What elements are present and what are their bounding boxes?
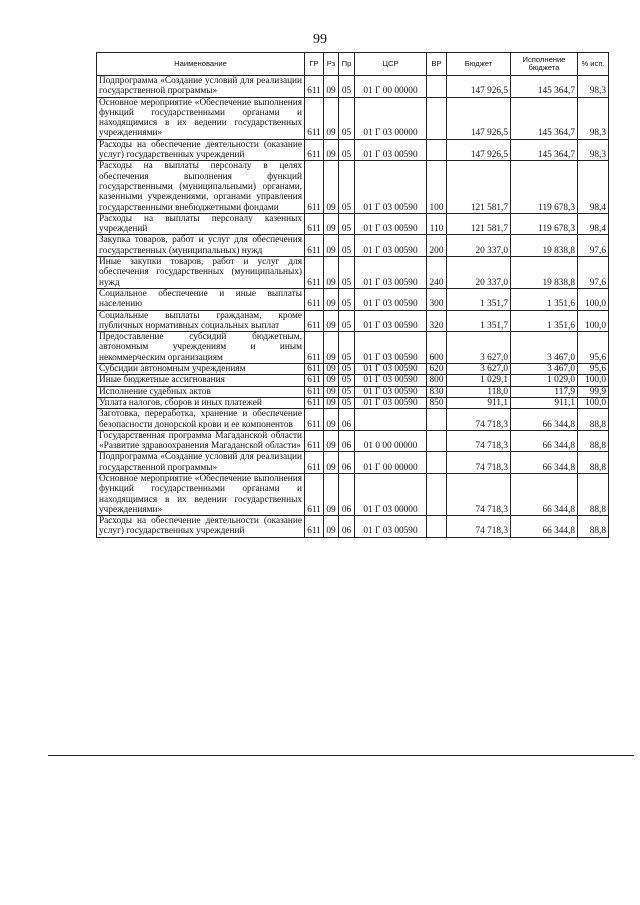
table-row — [97, 332, 609, 364]
row-budget: 118,0 — [447, 386, 511, 397]
row-csr: 01 Г 03 00000 — [355, 473, 427, 515]
row-name: Расходы на выплаты персоналу в целях обеспечения выполнения функций государственными (муниципальными) органами, казенными учреждениями, органами управления государственными внебюджетными фондами — [97, 161, 305, 213]
row-pr: 06 — [339, 516, 355, 538]
row-gr: 611 — [305, 76, 324, 98]
row-budget: 121 581,7 — [447, 161, 511, 213]
row-percent: 98,3 — [578, 139, 609, 161]
row-name: Исполнение судебных актов — [97, 386, 305, 397]
row-csr: 01 Г 03 00590 — [355, 516, 427, 538]
row-execution: 1 029,0 — [511, 375, 578, 386]
table-row — [97, 375, 609, 386]
row-execution: 119 678,3 — [511, 213, 578, 235]
row-csr: 01 Г 03 00590 — [355, 288, 427, 310]
row-execution: 145 364,7 — [511, 76, 578, 98]
table-row — [97, 473, 609, 515]
row-execution: 19 838,8 — [511, 235, 578, 257]
row-budget: 1 351,7 — [447, 288, 511, 310]
row-vr: 200 — [427, 235, 447, 257]
row-budget: 121 581,7 — [447, 213, 511, 235]
row-rz: 09 — [324, 430, 339, 452]
row-budget: 74 718,3 — [447, 516, 511, 538]
row-percent: 88,8 — [578, 452, 609, 474]
table-row — [97, 430, 609, 452]
table-row — [97, 235, 609, 257]
row-rz: 09 — [324, 97, 339, 139]
row-execution: 19 838,8 — [511, 257, 578, 289]
row-rz: 09 — [324, 397, 339, 408]
table-row — [97, 516, 609, 538]
row-csr: 01 Г 03 00590 — [355, 161, 427, 213]
row-execution: 145 364,7 — [511, 97, 578, 139]
row-execution: 66 344,8 — [511, 452, 578, 474]
row-percent: 100,0 — [578, 375, 609, 386]
header-name: Наименование — [97, 53, 305, 76]
row-vr — [427, 97, 447, 139]
row-name: Подпрограмма «Создание условий для реализации государственной программы» — [97, 452, 305, 474]
row-vr: 830 — [427, 386, 447, 397]
row-vr — [427, 139, 447, 161]
row-pr: 05 — [339, 332, 355, 364]
row-budget: 147 926,5 — [447, 139, 511, 161]
row-vr: 320 — [427, 310, 447, 332]
row-pr: 06 — [339, 409, 355, 431]
row-vr — [427, 430, 447, 452]
row-csr: 01 Г 03 00590 — [355, 364, 427, 375]
row-budget: 3 627,0 — [447, 364, 511, 375]
row-gr: 611 — [305, 332, 324, 364]
row-rz: 09 — [324, 364, 339, 375]
row-rz: 09 — [324, 375, 339, 386]
row-rz: 09 — [324, 76, 339, 98]
row-percent: 88,8 — [578, 409, 609, 431]
row-csr: 01 Г 03 00000 — [355, 97, 427, 139]
row-csr: 01 Г 00 00000 — [355, 452, 427, 474]
row-gr: 611 — [305, 257, 324, 289]
row-execution: 119 678,3 — [511, 161, 578, 213]
header-execution: Исполнение бюджета — [511, 53, 578, 76]
row-rz: 09 — [324, 310, 339, 332]
row-csr: 01 Г 03 00590 — [355, 235, 427, 257]
header-vr: ВР — [427, 53, 447, 76]
row-vr — [427, 409, 447, 431]
row-pr: 05 — [339, 375, 355, 386]
bottom-divider — [48, 755, 634, 756]
table-row — [97, 409, 609, 431]
row-rz: 09 — [324, 257, 339, 289]
table-row — [97, 139, 609, 161]
row-rz: 09 — [324, 386, 339, 397]
row-budget: 1 029,1 — [447, 375, 511, 386]
row-csr: 01 Г 03 00590 — [355, 386, 427, 397]
row-rz: 09 — [324, 332, 339, 364]
row-percent: 88,8 — [578, 516, 609, 538]
header-budget: Бюджет — [447, 53, 511, 76]
row-name: Расходы на обеспечение деятельности (оказание услуг) государственных учреждений — [97, 516, 305, 538]
table-row — [97, 257, 609, 289]
row-budget: 20 337,0 — [447, 235, 511, 257]
row-csr: 01 Г 03 00590 — [355, 310, 427, 332]
row-gr: 611 — [305, 139, 324, 161]
row-execution: 3 467,0 — [511, 332, 578, 364]
table-row — [97, 97, 609, 139]
row-execution: 911,1 — [511, 397, 578, 408]
row-vr: 240 — [427, 257, 447, 289]
header-gr: ГР — [305, 53, 324, 76]
table-row — [97, 452, 609, 474]
table-header — [97, 53, 609, 76]
row-execution: 66 344,8 — [511, 409, 578, 431]
row-execution: 66 344,8 — [511, 516, 578, 538]
row-percent: 97,6 — [578, 257, 609, 289]
row-percent: 98,4 — [578, 213, 609, 235]
row-execution: 1 351,6 — [511, 310, 578, 332]
row-gr: 611 — [305, 288, 324, 310]
row-name: Социальное обеспечение и иные выплаты населению — [97, 288, 305, 310]
row-gr: 611 — [305, 409, 324, 431]
table-row — [97, 310, 609, 332]
row-pr: 05 — [339, 386, 355, 397]
row-name: Основное мероприятие «Обеспечение выполнения функций государственными органами и находящимися в их ведении государственных учреждениями» — [97, 97, 305, 139]
row-budget: 147 926,5 — [447, 97, 511, 139]
row-csr: 01 Г 03 00590 — [355, 139, 427, 161]
row-pr: 05 — [339, 213, 355, 235]
row-csr — [355, 409, 427, 431]
row-name: Основное мероприятие «Обеспечение выполнения функций государственными органами и находящимися в их ведении государственных учреждениями» — [97, 473, 305, 515]
row-budget: 1 351,7 — [447, 310, 511, 332]
row-vr — [427, 516, 447, 538]
row-percent: 100,0 — [578, 397, 609, 408]
row-pr: 05 — [339, 288, 355, 310]
table-row — [97, 288, 609, 310]
row-percent: 88,8 — [578, 430, 609, 452]
row-name: Уплата налогов, сборов и иных платежей — [97, 397, 305, 408]
table-row — [97, 213, 609, 235]
row-rz: 09 — [324, 288, 339, 310]
row-gr: 611 — [305, 452, 324, 474]
row-gr: 611 — [305, 161, 324, 213]
row-budget: 74 718,3 — [447, 430, 511, 452]
row-pr: 05 — [339, 257, 355, 289]
row-budget: 74 718,3 — [447, 409, 511, 431]
row-rz: 09 — [324, 452, 339, 474]
row-execution: 66 344,8 — [511, 473, 578, 515]
table-row — [97, 386, 609, 397]
table-row — [97, 76, 609, 98]
row-gr: 611 — [305, 473, 324, 515]
row-vr — [427, 452, 447, 474]
row-percent: 99,9 — [578, 386, 609, 397]
row-vr: 800 — [427, 375, 447, 386]
row-gr: 611 — [305, 235, 324, 257]
row-pr: 06 — [339, 430, 355, 452]
row-budget: 911,1 — [447, 397, 511, 408]
row-csr: 01 Г 03 00590 — [355, 375, 427, 386]
row-vr: 850 — [427, 397, 447, 408]
row-name: Расходы на выплаты персоналу казенных учреждений — [97, 213, 305, 235]
row-rz: 09 — [324, 409, 339, 431]
row-csr: 01 Г 03 00590 — [355, 397, 427, 408]
row-gr: 611 — [305, 213, 324, 235]
row-gr: 611 — [305, 430, 324, 452]
row-percent: 95,6 — [578, 332, 609, 364]
row-rz: 09 — [324, 235, 339, 257]
row-pr: 05 — [339, 364, 355, 375]
row-execution: 1 351,6 — [511, 288, 578, 310]
row-pr: 06 — [339, 452, 355, 474]
table-row — [97, 364, 609, 375]
table-body — [97, 76, 609, 538]
row-budget: 74 718,3 — [447, 473, 511, 515]
row-pr: 05 — [339, 397, 355, 408]
row-name: Предоставление субсидий бюджетным, автономным учреждениям и иным некоммерческим организациям — [97, 332, 305, 364]
row-csr: 01 0 00 00000 — [355, 430, 427, 452]
row-vr: 100 — [427, 161, 447, 213]
row-name: Государственная программа Магаданской области «Развитие здравоохранения Магаданской области» — [97, 430, 305, 452]
row-gr: 611 — [305, 364, 324, 375]
row-percent: 100,0 — [578, 288, 609, 310]
row-pr: 05 — [339, 97, 355, 139]
row-pr: 05 — [339, 161, 355, 213]
row-name: Закупка товаров, работ и услуг для обеспечения государственных (муниципальных) нужд — [97, 235, 305, 257]
row-vr: 620 — [427, 364, 447, 375]
row-rz: 09 — [324, 516, 339, 538]
row-execution: 117,9 — [511, 386, 578, 397]
row-vr: 600 — [427, 332, 447, 364]
row-execution: 145 364,7 — [511, 139, 578, 161]
header-rz: Рз — [324, 53, 339, 76]
row-vr — [427, 473, 447, 515]
row-rz: 09 — [324, 161, 339, 213]
row-percent: 88,8 — [578, 473, 609, 515]
row-gr: 611 — [305, 397, 324, 408]
row-vr — [427, 76, 447, 98]
row-budget: 147 926,5 — [447, 76, 511, 98]
table-row — [97, 397, 609, 408]
row-budget: 3 627,0 — [447, 332, 511, 364]
header-percent: % исп. — [578, 53, 609, 76]
header-csr: ЦСР — [355, 53, 427, 76]
row-pr: 05 — [339, 139, 355, 161]
row-gr: 611 — [305, 516, 324, 538]
row-name: Заготовка, переработка, хранение и обеспечение безопасности донорской крови и ее компонентов — [97, 409, 305, 431]
row-rz: 09 — [324, 473, 339, 515]
row-percent: 98,3 — [578, 76, 609, 98]
row-name: Подпрограмма «Создание условий для реализации государственной программы» — [97, 76, 305, 98]
row-percent: 98,3 — [578, 97, 609, 139]
row-gr: 611 — [305, 386, 324, 397]
page-number: 99 — [313, 32, 327, 47]
row-csr: 01 Г 00 00000 — [355, 76, 427, 98]
row-gr: 611 — [305, 310, 324, 332]
row-csr: 01 Г 03 00590 — [355, 257, 427, 289]
header-pr: Пр — [339, 53, 355, 76]
row-execution: 3 467,0 — [511, 364, 578, 375]
header-row — [97, 53, 609, 76]
table-row — [97, 161, 609, 213]
row-name: Иные закупки товаров, работ и услуг для обеспечения государственных (муниципальных) нужд — [97, 257, 305, 289]
row-csr: 01 Г 03 00590 — [355, 332, 427, 364]
row-name: Социальные выплаты гражданам, кроме публичных нормативных социальных выплат — [97, 310, 305, 332]
row-vr: 110 — [427, 213, 447, 235]
row-name: Иные бюджетные ассигнования — [97, 375, 305, 386]
row-budget: 20 337,0 — [447, 257, 511, 289]
row-budget: 74 718,3 — [447, 452, 511, 474]
row-gr: 611 — [305, 97, 324, 139]
row-rz: 09 — [324, 139, 339, 161]
row-name: Субсидии автономным учреждениям — [97, 364, 305, 375]
row-pr: 05 — [339, 310, 355, 332]
row-gr: 611 — [305, 375, 324, 386]
row-execution: 66 344,8 — [511, 430, 578, 452]
row-vr: 300 — [427, 288, 447, 310]
row-percent: 98,4 — [578, 161, 609, 213]
row-csr: 01 Г 03 00590 — [355, 213, 427, 235]
budget-execution-table — [96, 52, 609, 538]
row-percent: 97,6 — [578, 235, 609, 257]
row-percent: 95,6 — [578, 364, 609, 375]
row-pr: 05 — [339, 76, 355, 98]
row-percent: 100,0 — [578, 310, 609, 332]
row-name: Расходы на обеспечение деятельности (оказание услуг) государственных учреждений — [97, 139, 305, 161]
row-rz: 09 — [324, 213, 339, 235]
row-pr: 06 — [339, 473, 355, 515]
row-pr: 05 — [339, 235, 355, 257]
